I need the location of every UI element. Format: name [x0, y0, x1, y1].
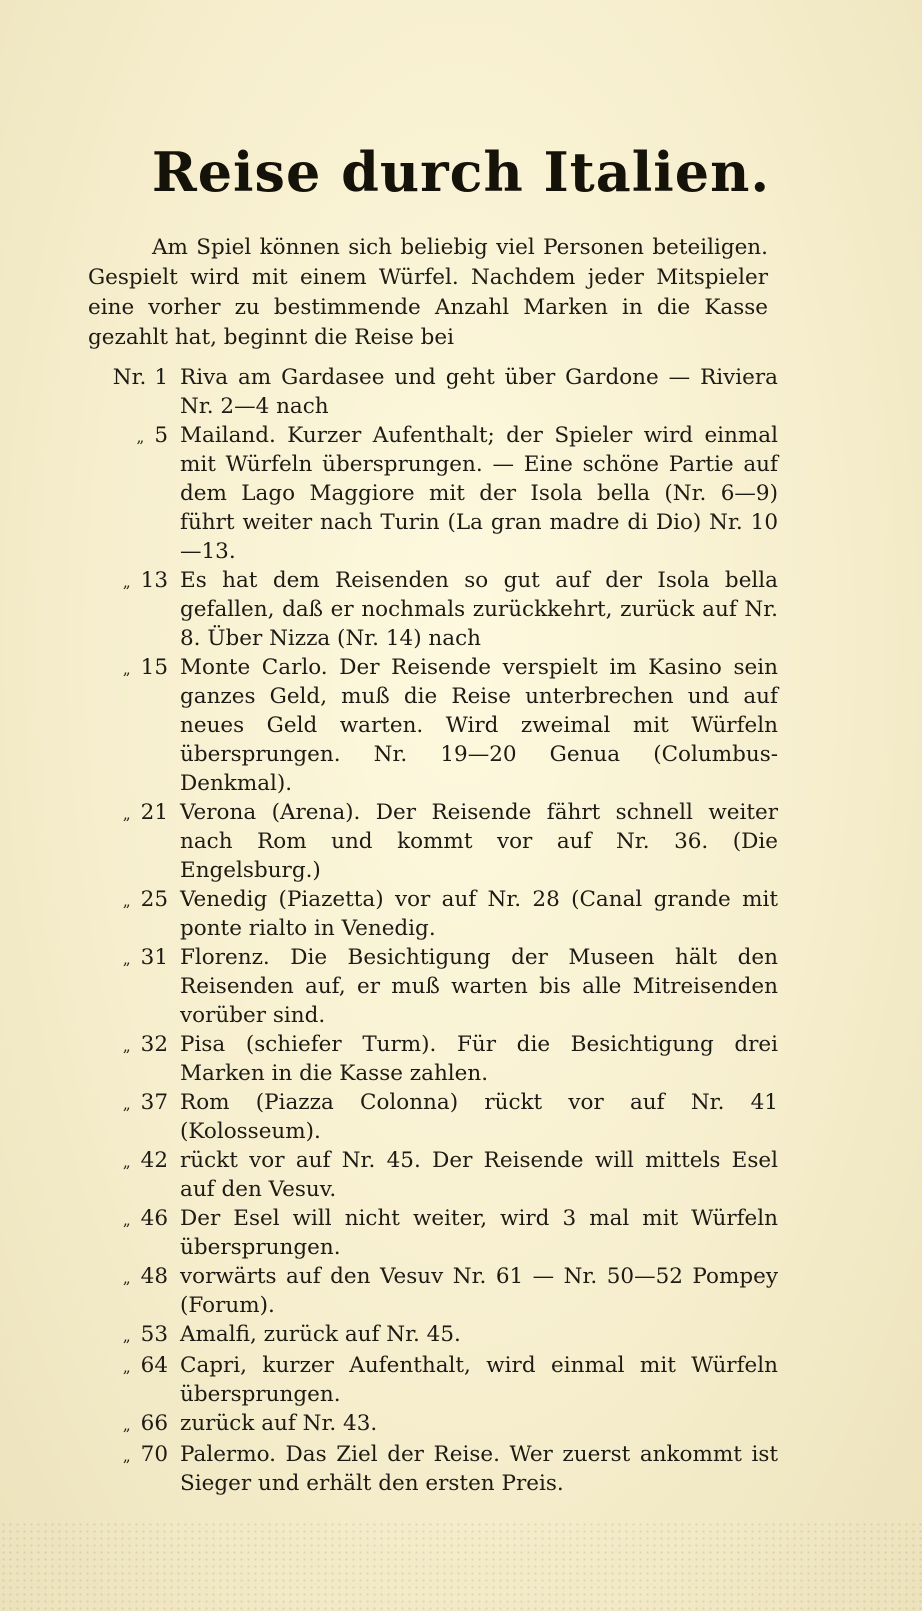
- entry-number: [88, 798, 168, 885]
- entry-prefix: „: [122, 805, 131, 823]
- list-item: [88, 943, 778, 1030]
- entry-number: [88, 1440, 168, 1498]
- entry-number-value: 31: [140, 945, 168, 970]
- entry-number-value: 25: [140, 887, 168, 912]
- entry-number: [88, 1351, 168, 1409]
- entry-prefix: „: [122, 950, 131, 968]
- entry-text: Monte Carlo. Der Reisende verspielt im Kasino sein ganzes Geld, muß die Reise unterbrechen und auf neues Geld warten. Wird zweimal mit Würfeln übersprungen. Nr. 19—20 Genua (Columbus-Denkmal).: [180, 655, 778, 796]
- entry-text: Florenz. Die Besichtigung der Museen hält den Reisenden auf, er muß warten bis alle Mitreisenden vorüber sind.: [180, 945, 778, 1028]
- list-item: [88, 1088, 778, 1146]
- entry-number: [88, 1409, 168, 1440]
- entry-text: Es hat dem Reisenden so gut auf der Isola bella gefallen, daß er nochmals zurückkehrt, zurück auf Nr. 8. Über Nizza (Nr. 14) nach: [180, 568, 778, 651]
- entry-number-value: 70: [140, 1442, 168, 1467]
- entry-text: Der Esel will nicht weiter, wird 3 mal mit Würfeln übersprungen.: [180, 1206, 778, 1260]
- list-item: [88, 653, 778, 798]
- list-item: [88, 1440, 778, 1498]
- page-title: Reise durch Italien.: [151, 140, 771, 204]
- entry-text: Riva am Gardasee und geht über Gardone — Riviera Nr. 2—4 nach: [180, 365, 778, 419]
- list-item: [88, 885, 778, 943]
- entry-prefix: „: [122, 660, 131, 678]
- entry-number: [88, 1320, 168, 1351]
- entry-number-value: 64: [140, 1353, 168, 1378]
- entry-prefix: „: [136, 428, 145, 446]
- entry-prefix: „: [122, 1037, 131, 1055]
- entry-number-value: 42: [140, 1148, 168, 1173]
- entry-prefix: „: [122, 573, 131, 591]
- entry-number-value: 1: [154, 365, 168, 390]
- entry-prefix: „: [122, 1327, 131, 1345]
- entry-number: [88, 421, 168, 566]
- entry-text: Amalfi, zurück auf Nr. 45.: [180, 1322, 461, 1347]
- entry-prefix: „: [122, 892, 131, 910]
- entry-text: Mailand. Kurzer Aufenthalt; der Spieler wird einmal mit Würfeln übersprungen. — Eine schöne Partie auf dem Lago Maggiore mit der Isola bella (Nr. 6—9) führt weiter nach Turin (La gran madre di Dio) Nr. 10—13.: [180, 423, 778, 564]
- entry-number-value: 66: [140, 1411, 168, 1436]
- entry-text: rückt vor auf Nr. 45. Der Reisende will mittels Esel auf den Vesuv.: [180, 1148, 778, 1202]
- entry-text: Pisa (schiefer Turm). Für die Besichtigung drei Marken in die Kasse zahlen.: [180, 1032, 778, 1086]
- entry-number-value: 13: [140, 568, 168, 593]
- entry-number-value: 21: [140, 800, 168, 825]
- entry-prefix: „: [122, 1095, 131, 1113]
- entry-number: [88, 653, 168, 798]
- entry-number: [88, 363, 168, 421]
- entry-number: [88, 1262, 168, 1320]
- entry-text: Rom (Piazza Colonna) rückt vor auf Nr. 41 (Kolosseum).: [180, 1090, 778, 1144]
- list-item: [88, 1204, 778, 1262]
- list-item: [88, 421, 778, 566]
- entry-prefix: „: [122, 1416, 131, 1434]
- intro-paragraph: Am Spiel können sich beliebig viel Personen beteiligen. Gespielt wird mit einem Würfel. Nachdem jeder Mitspieler eine vorher zu bestimmende Anzahl Marken in die Kasse gezahlt hat, beginnt die Reise bei: [88, 235, 768, 350]
- entry-number: [88, 1204, 168, 1262]
- entry-number: [88, 1088, 168, 1146]
- entry-number-value: 53: [140, 1322, 168, 1347]
- entry-text: Palermo. Das Ziel der Reise. Wer zuerst ankommt ist Sieger und erhält den ersten Preis.: [180, 1442, 778, 1496]
- entry-prefix: „: [122, 1211, 131, 1229]
- entry-prefix: „: [122, 1153, 131, 1171]
- entry-number: [88, 885, 168, 943]
- entry-prefix: „: [122, 1358, 131, 1376]
- entry-number-value: 5: [154, 423, 168, 448]
- list-item: [88, 1262, 778, 1320]
- entry-text: zurück auf Nr. 43.: [180, 1411, 378, 1436]
- entry-prefix: „: [122, 1447, 131, 1465]
- entry-number: [88, 566, 168, 653]
- entry-text: Verona (Arena). Der Reisende fährt schnell weiter nach Rom und kommt vor auf Nr. 36. (Die Engelsburg.): [180, 800, 778, 883]
- entry-prefix: „: [122, 1269, 131, 1287]
- entry-number: [88, 1146, 168, 1204]
- entry-text: vorwärts auf den Vesuv Nr. 61 — Nr. 50—52 Pompey (Forum).: [180, 1264, 778, 1318]
- list-item: [88, 798, 778, 885]
- entry-number: [88, 1030, 168, 1088]
- entry-number-value: 37: [140, 1090, 168, 1115]
- entry-number: [88, 943, 168, 1030]
- list-item: [88, 1030, 778, 1088]
- entry-prefix: Nr.: [112, 365, 147, 390]
- list-item: [88, 1320, 778, 1351]
- list-item: [88, 363, 778, 421]
- entry-list: [88, 363, 778, 1498]
- list-item: [88, 1146, 778, 1204]
- entry-number-value: 32: [140, 1032, 168, 1057]
- list-item: [88, 566, 778, 653]
- entry-number-value: 48: [140, 1264, 168, 1289]
- entry-text: Venedig (Piazetta) vor auf Nr. 28 (Canal grande mit ponte rialto in Venedig.: [180, 887, 778, 941]
- list-item: [88, 1351, 778, 1409]
- list-item: [88, 1409, 778, 1440]
- entry-number-value: 15: [140, 655, 168, 680]
- entry-text: Capri, kurzer Aufenthalt, wird einmal mit Würfeln übersprungen.: [180, 1353, 778, 1407]
- entry-number-value: 46: [140, 1206, 168, 1231]
